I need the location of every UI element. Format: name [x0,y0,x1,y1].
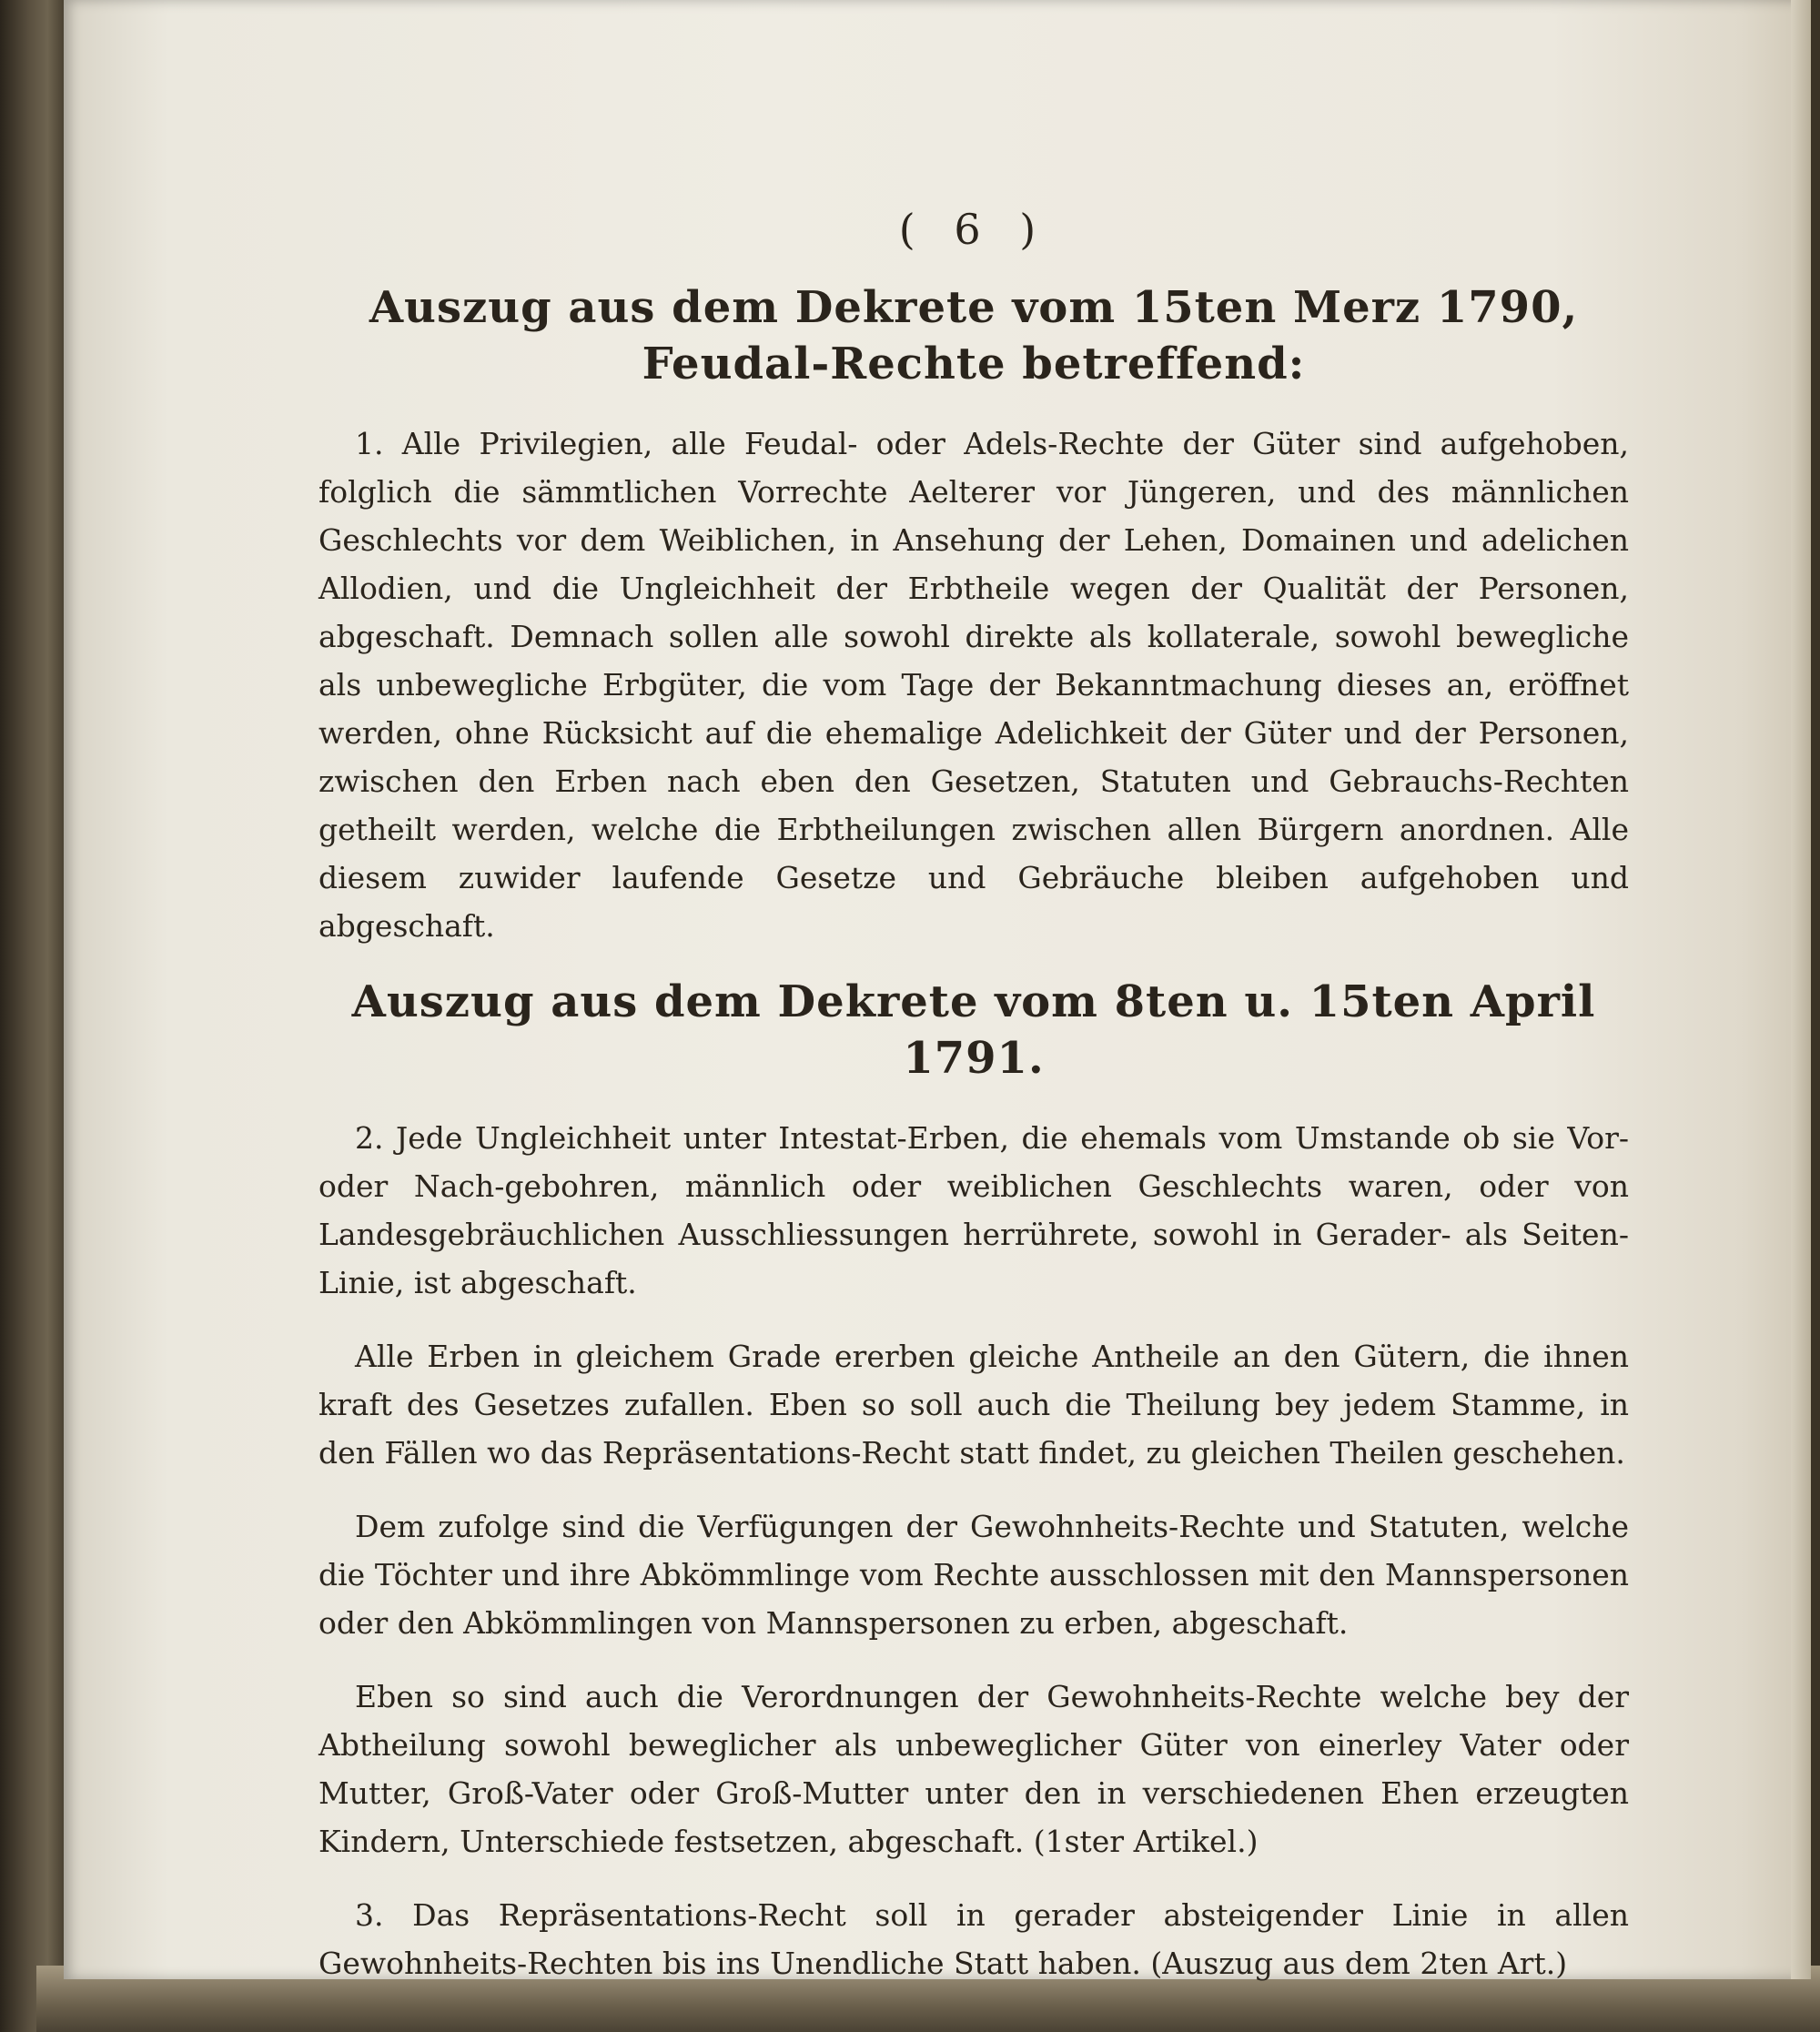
page-text [318,205,1629,2013]
paragraph-marriages: Eben so sind auch die Verordnungen der Gewohnheits-Rechte welche bey der Abtheilung sowohl beweglicher als unbeweglicher Güter von einerley Vater oder Mutter, Groß-Vater oder Groß-Mutter unter den in verschiedenen Ehen erzeugten Kindern, Unterschiede festsetzen, abgeschaft. (1ster Artikel.) [318,1679,1629,1859]
section-heading-1: Auszug aus dem Dekrete vom 15ten Merz 1790, Feudal-Rechte betreffend: [369,282,1579,389]
paragraph-article-2: 2. Jede Ungleichheit unter Intestat-Erben, die ehemals vom Umstande ob sie Vor- oder Nach-gebohren, männlich oder weiblichen Geschlechts waren, oder von Landesgebräuchlichen Ausschliessungen herrührete, sowohl in Gerader- als Seiten-Linie, ist abgeschaft. [318,1120,1629,1300]
section-heading-2: Auszug aus dem Dekrete vom 8ten u. 15ten April 1791. [351,976,1596,1084]
page-number: ( 6 ) [898,205,1049,254]
paragraph-daughters: Dem zufolge sind die Verfügungen der Gewohnheits-Rechte und Statuten, welche die Töchter und ihre Abkömmlinge vom Rechte ausschlossen mit den Mannspersonen oder den Abkömmlingen von Mannspersonen zu erben, abgeschaft. [318,1509,1629,1641]
paragraph-article-1: 1. Alle Privilegien, alle Feudal- oder Adels-Rechte der Güter sind aufgehoben, folglich die sämmtlichen Vorrechte Aelterer vor Jüngeren, und des männlichen Geschlechts vor dem Weiblichen, in Ansehung der Lehen, Domainen und adelichen Allodien, und die Ungleichheit der Erbtheile wegen der Qualität der Personen, abgeschaft. Demnach sollen alle sowohl direkte als kollaterale, sowohl bewegliche als unbewegliche Erbgüter, die vom Tage der Bekanntmachung dieses an, eröffnet werden, ohne Rücksicht auf die ehemalige Adelichkeit der Güter und der Personen, zwischen den Erben nach eben den Gesetzen, Statuten und Gebrauchs-Rechten getheilt werden, welche die Erbtheilungen zwischen allen Bürgern anordnen. Alle diesem zuwider laufende Gesetze und Gebräuche bleiben aufgehoben und abgeschaft. [318,426,1629,944]
page-right-edge [1791,0,1811,1979]
paragraph-article-3: 3. Das Repräsentations-Recht soll in gerader absteigender Linie in allen Gewohnheits-Rechten bis ins Unendliche Statt haben. (Auszug aus dem 2ten Art.) [318,1897,1629,1981]
paragraph-equal-shares: Alle Erben in gleichem Grade ererben gleiche Antheile an den Gütern, die ihnen kraft des Gesetzes zufallen. Eben so soll auch die Theilung bey jedem Stamme, in den Fällen wo das Repräsentations-Recht statt findet, zu gleichen Theilen geschehen. [318,1339,1629,1471]
